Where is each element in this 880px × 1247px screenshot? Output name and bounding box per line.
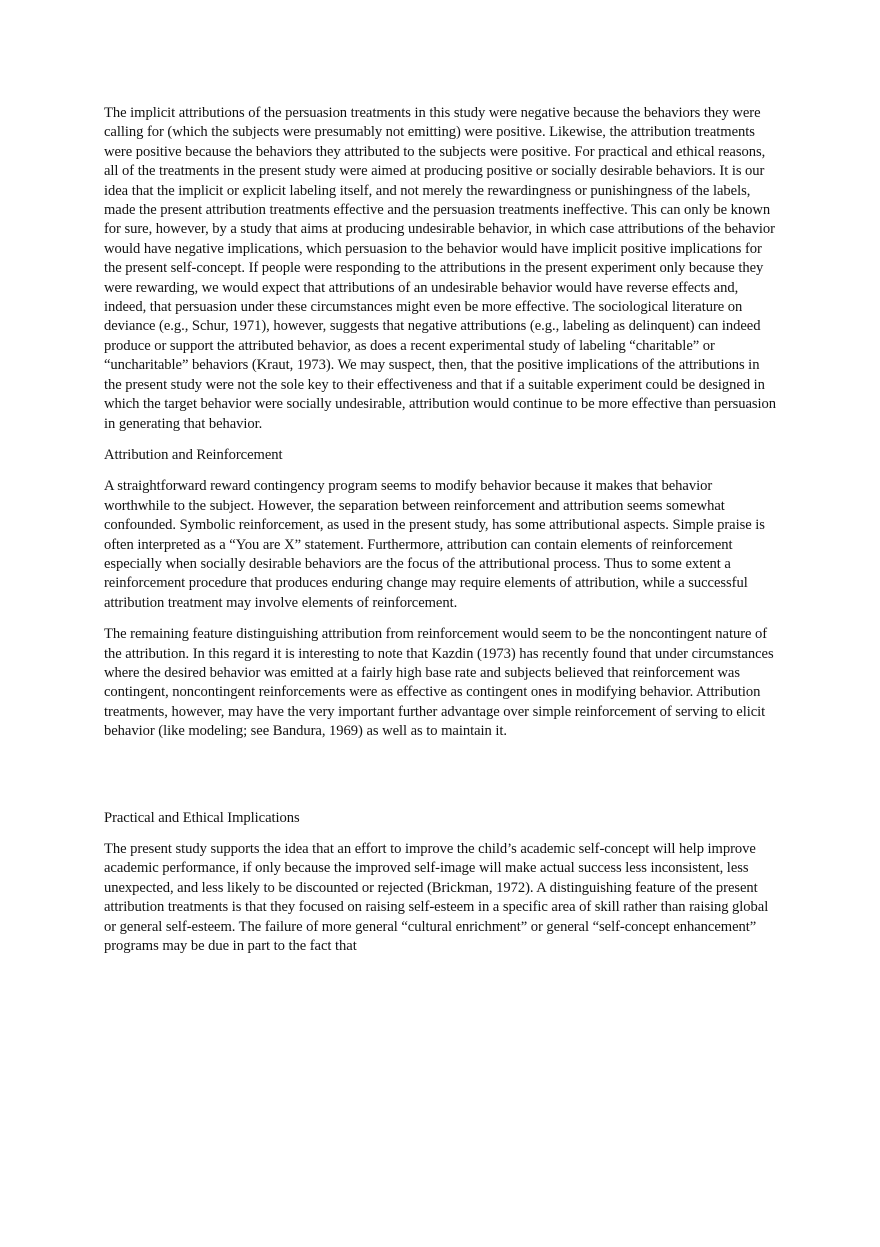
body-paragraph: The implicit attributions of the persuasion treatments in this study were negative because the behaviors they were calling for (which the subjects were presumably not emitting) were positive. Likewise, the attribution treatments were positive because the behaviors they attributed to the subjects were positive. For practical and ethical reasons, all of the treatments in the present study were aimed at producing positive or socially desirable behaviors. It is our idea that the implicit or explicit labeling itself, and not merely the rewardingness or punishingness of the labels, made the present attribution treatments effective and the persuasion treatments ineffective. This can only be known for sure, however, by a study that aims at producing undesirable behavior, in which case attributions of the behavior would have negative implications, which persuasion to the behavior would have implicit positive implications for the present self-concept. If people were responding to the attributions in the present experiment only because they were rewarding, we would expect that attributions of an undesirable behavior would have reverse effects and, indeed, that persuasion under these circumstances might even be more effective. The sociological literature on deviance (e.g., Schur, 1971), however, suggests that negative attributions (e.g., labeling as delinquent) can indeed produce or support the attributed behavior, as does a recent experimental study of labeling “charitable” or “uncharitable” behaviors (Kraut, 1973). We may suspect, then, that the positive implications of the attributions in the present study were not the sole key to their effectiveness and that if a suitable experiment could be designed in which the target behavior were socially undesirable, attribution would continue to be more effective than persuasion in generating that behavior. [104,105,777,432]
section-heading-practical-ethical: Practical and Ethical Implications [104,809,300,826]
document-page [104,104,778,956]
section-heading-attribution-reinforcement: Attribution and Reinforcement [104,446,283,463]
body-paragraph: The remaining feature distinguishing attribution from reinforcement would seem to be the noncontingent nature of the attribution. In this regard it is interesting to note that Kazdin (1973) has recently found that under circumstances where the desired behavior was emitted at a fairly high base rate and subjects believed that reinforcement was contingent, noncontingent reinforcements were as effective as contingent ones in modifying behavior. Attribution treatments, however, may have the very important further advantage over simple reinforcement of serving to elicit behavior (like modeling; see Bandura, 1969) as well as to maintain it. [104,626,774,740]
body-paragraph: A straightforward reward contingency program seems to modify behavior because it makes that behavior worthwhile to the subject. However, the separation between reinforcement and attribution seems somewhat confounded. Symbolic reinforcement, as used in the present study, has some attributional aspects. Simple praise is often interpreted as a “You are X” statement. Furthermore, attribution can contain elements of reinforcement especially when socially desirable behaviors are the focus of the attributional process. Thus to some extent a reinforcement procedure that produces enduring change may require elements of attribution, while a successful attribution treatment may involve elements of reinforcement. [104,478,765,611]
body-paragraph: The present study supports the idea that an effort to improve the child’s academic self-concept will help improve academic performance, if only because the improved self-image will make actual success less inconsistent, less unexpected, and less likely to be discounted or rejected (Brickman, 1972). A distinguishing feature of the present attribution treatments is that they focused on raising self-esteem in a specific area of skill rather than raising global or general self-esteem. The failure of more general “cultural enrichment” or general “self-concept enhancement” programs may be due in part to the fact that [104,841,769,955]
